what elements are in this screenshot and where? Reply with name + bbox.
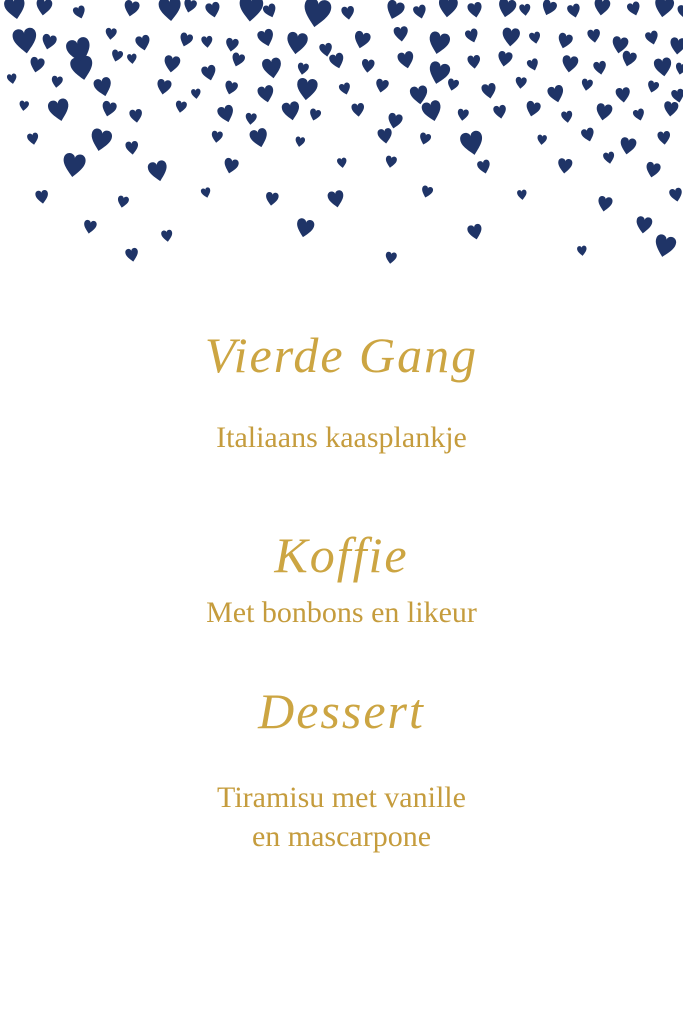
heart-icon	[394, 47, 418, 72]
heart-icon	[263, 189, 281, 208]
heart-icon	[592, 99, 615, 123]
heart-icon	[633, 213, 656, 237]
heart-icon	[153, 76, 174, 98]
heart-icon	[416, 129, 434, 147]
heart-icon	[125, 51, 138, 65]
heart-icon	[675, 1, 683, 22]
heart-icon	[127, 106, 145, 125]
heart-icon	[5, 71, 19, 86]
heart-icon	[228, 49, 248, 70]
heart-icon	[391, 23, 411, 44]
heart-icon	[381, 0, 409, 24]
heart-icon	[70, 2, 89, 22]
heart-icon	[293, 134, 307, 149]
heart-icon	[159, 227, 175, 244]
heart-icon	[666, 185, 683, 205]
heart-icon	[578, 124, 598, 145]
heart-icon	[527, 29, 544, 47]
heart-icon	[243, 110, 258, 126]
heart-icon	[213, 101, 238, 127]
heart-icon	[591, 0, 614, 18]
heart-icon	[253, 25, 278, 51]
heart-icon	[559, 52, 582, 76]
heart-icon	[644, 77, 662, 95]
heart-icon	[98, 97, 120, 120]
heart-icon	[594, 193, 615, 215]
heart-icon	[418, 182, 436, 200]
hearts-layer	[0, 0, 683, 320]
heart-icon	[254, 81, 278, 106]
heart-icon	[630, 105, 648, 123]
heart-icon	[282, 27, 312, 57]
heart-icon	[49, 73, 65, 90]
heart-icon	[306, 105, 324, 123]
heart-icon	[161, 52, 184, 76]
heart-icon	[585, 26, 603, 45]
heart-icon	[25, 130, 41, 147]
heart-icon	[673, 60, 683, 78]
heart-icon	[58, 148, 90, 181]
heart-icon	[383, 153, 399, 170]
heart-icon	[349, 100, 367, 119]
heart-icon	[120, 0, 143, 20]
heart-icon	[455, 125, 488, 159]
heart-icon	[375, 125, 395, 146]
heart-icon	[618, 47, 640, 70]
heart-icon	[616, 133, 639, 157]
heart-icon	[494, 48, 515, 70]
heart-icon	[464, 220, 486, 242]
heart-icon	[339, 3, 357, 22]
heart-icon	[144, 156, 173, 185]
heart-icon	[326, 49, 349, 72]
heart-icon	[26, 53, 48, 75]
heart-icon	[591, 58, 610, 78]
heart-icon	[383, 249, 399, 266]
heart-icon	[564, 0, 584, 20]
heart-icon	[575, 243, 588, 257]
course-item-koffie: Met bonbons en likeur	[206, 596, 477, 629]
heart-icon	[38, 30, 60, 53]
heart-icon	[103, 25, 118, 41]
heart-icon	[517, 1, 532, 17]
heart-icon	[579, 76, 595, 93]
heart-icon	[81, 217, 100, 237]
heart-icon	[176, 29, 196, 50]
course-item-dessert-line1: Tiramisu met vanille	[217, 781, 466, 814]
heart-icon	[278, 97, 304, 123]
heart-icon	[43, 94, 74, 126]
heart-icon	[462, 25, 482, 46]
course-item-dessert-line2: en mascarpone	[251, 820, 432, 853]
heart-icon	[649, 229, 681, 261]
heart-icon	[661, 98, 681, 119]
heart-icon	[655, 128, 673, 147]
heart-icon	[544, 81, 568, 106]
heart-icon	[372, 76, 391, 96]
heart-icon	[537, 0, 560, 20]
heart-icon	[155, 0, 185, 24]
heart-icon	[221, 77, 241, 98]
heart-icon	[335, 155, 349, 170]
heart-icon	[499, 24, 523, 49]
heart-icon	[90, 73, 117, 101]
heart-icon	[202, 0, 224, 21]
heart-icon	[524, 55, 542, 74]
heart-icon	[601, 149, 617, 166]
heart-icon	[85, 124, 116, 156]
heart-icon	[123, 245, 142, 265]
heart-icon	[474, 156, 494, 176]
heart-icon	[17, 98, 31, 113]
heart-icon	[555, 155, 575, 176]
heart-icon	[246, 124, 273, 152]
course-title-dessert: Dessert	[258, 683, 425, 739]
heart-icon	[559, 108, 575, 125]
heart-icon	[535, 132, 548, 146]
heart-icon	[455, 106, 471, 123]
heart-icon	[350, 27, 375, 52]
heart-icon	[613, 84, 633, 105]
heart-icon	[465, 52, 483, 71]
course-title-koffie: Koffie	[274, 527, 409, 583]
course-item-vierde-gang: Italiaans kaasplankje	[216, 421, 467, 454]
heart-icon	[220, 154, 242, 177]
heart-icon	[189, 86, 202, 100]
heart-icon	[173, 98, 189, 115]
heart-icon	[199, 185, 214, 201]
heart-icon	[491, 102, 510, 122]
heart-icon	[624, 0, 644, 19]
heart-icon	[324, 186, 347, 210]
heart-icon	[522, 97, 544, 120]
heart-icon	[651, 54, 676, 80]
heart-icon	[292, 214, 318, 241]
heart-icon	[554, 29, 577, 52]
heart-icon	[423, 27, 454, 59]
heart-icon	[336, 79, 354, 97]
heart-icon	[515, 187, 528, 201]
heart-icon	[478, 80, 499, 102]
heart-icon	[642, 27, 662, 48]
heart-icon	[198, 61, 220, 84]
heart-icon	[297, 0, 337, 33]
heart-icon	[417, 95, 446, 125]
heart-icon	[444, 76, 461, 94]
heart-icon	[8, 22, 42, 58]
heart-icon	[209, 128, 225, 145]
heart-icon	[642, 158, 664, 180]
heart-icon	[115, 193, 132, 211]
heart-icon	[33, 0, 56, 18]
heart-icon	[410, 1, 430, 22]
heart-icon	[435, 0, 461, 20]
heart-icon	[108, 46, 126, 64]
heart-icon	[199, 33, 214, 49]
heart-icon	[132, 31, 154, 53]
heart-icon	[513, 74, 528, 90]
heart-icon	[359, 56, 377, 75]
course-title-vierde-gang: Vierde Gang	[204, 327, 479, 383]
heart-icon	[33, 187, 51, 206]
heart-icon	[494, 0, 520, 21]
heart-icon	[464, 0, 485, 20]
heart-icon	[0, 0, 30, 23]
heart-icon	[258, 53, 285, 81]
heart-icon	[123, 138, 141, 157]
